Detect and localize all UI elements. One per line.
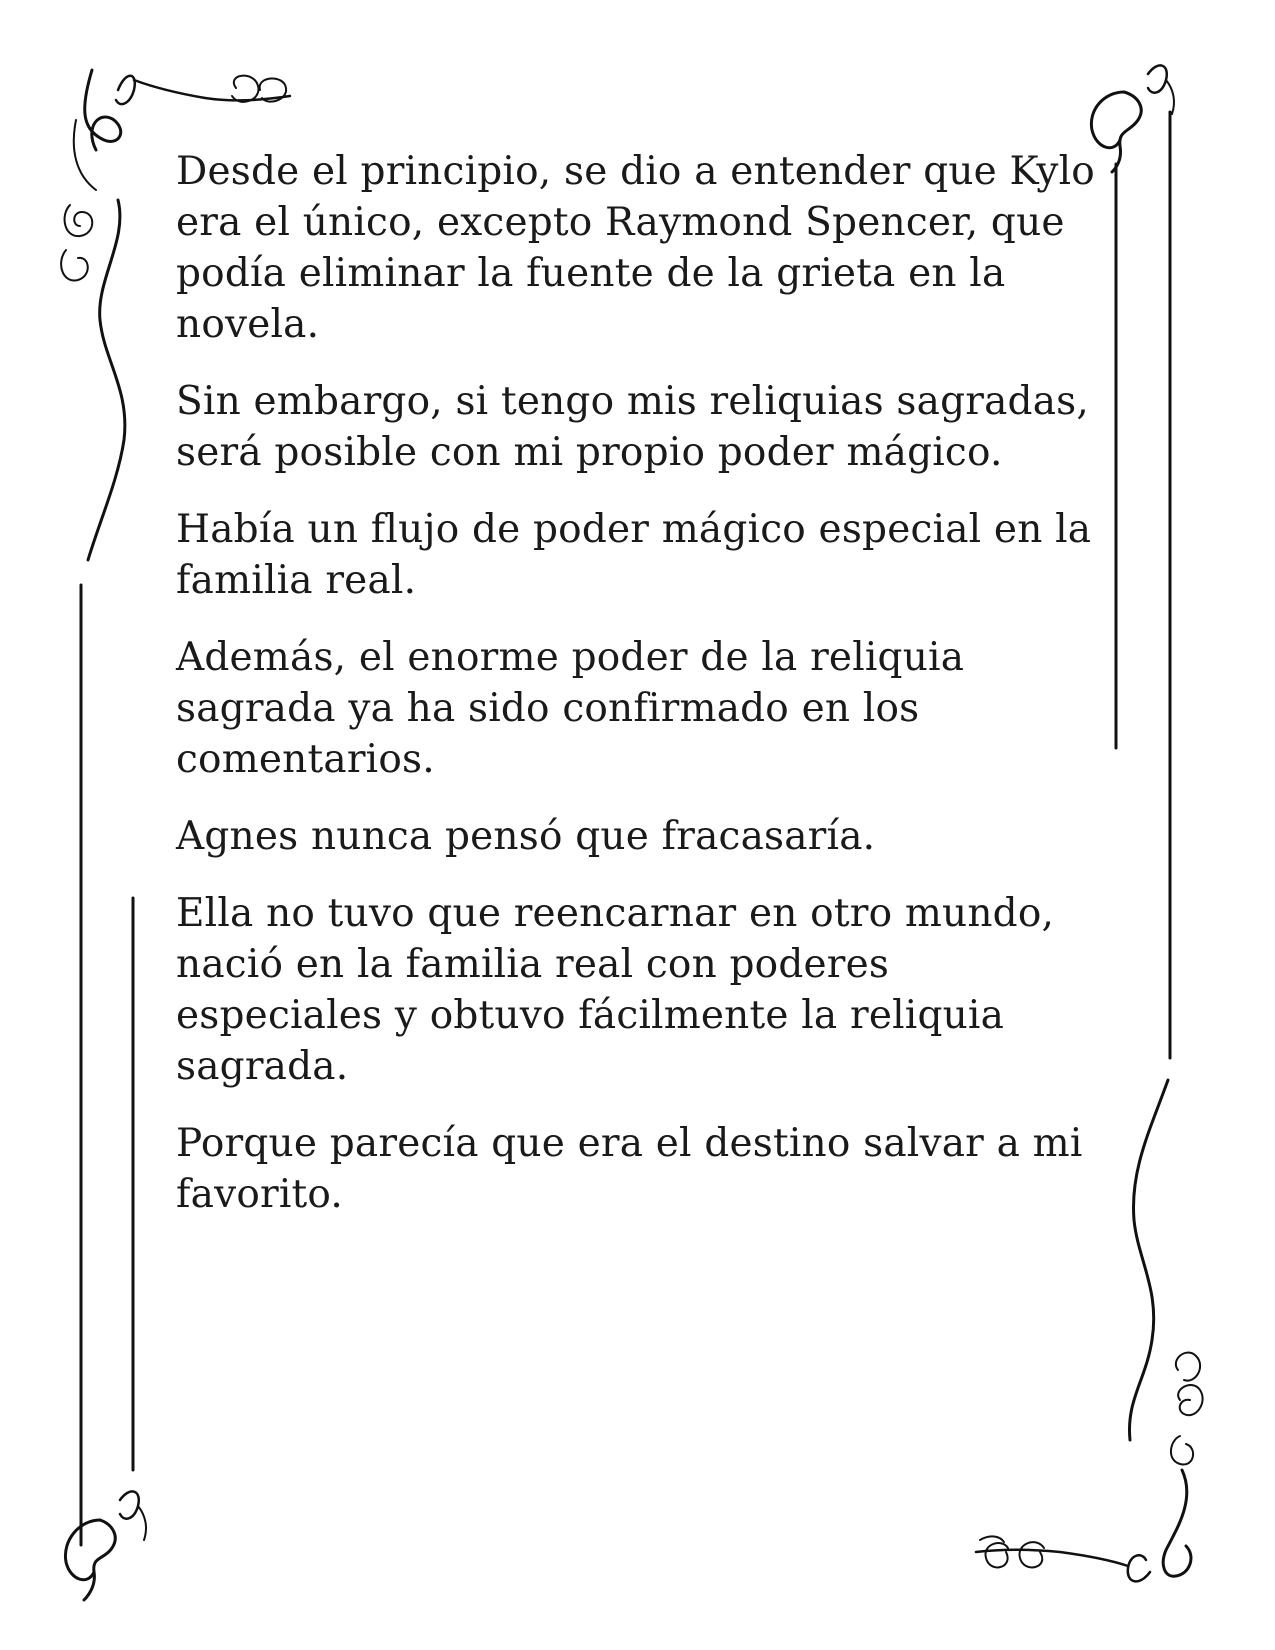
paragraph-1: Desde el principio, se dio a entender que Kylo era el único, excepto Raymond Spencer, que podía eliminar la fuente de la grieta en la novela. [176,149,1095,347]
paragraph-2: Sin embargo, si tengo mis reliquias sagradas, será posible con mi propio poder mágico. [176,379,1089,475]
paragraph-4: Además, el enorme poder de la reliquia sagrada ya ha sido confirmado en los comentarios. [176,635,965,782]
paragraph-3: Había un flujo de poder mágico especial en la familia real. [176,507,1092,603]
paragraph-6: Ella no tuvo que reencarnar en otro mundo, nació en la familia real con poderes especiales y obtuvo fácilmente la reliquia sagrada. [176,891,1055,1089]
body-text [176,146,1106,1246]
bottom-left-flourish-icon [65,1491,146,1600]
paragraph-7: Porque parecía que era el destino salvar a mi favorito. [176,1121,1083,1217]
paragraph-5: Agnes nunca pensó que fracasaría. [176,814,876,859]
